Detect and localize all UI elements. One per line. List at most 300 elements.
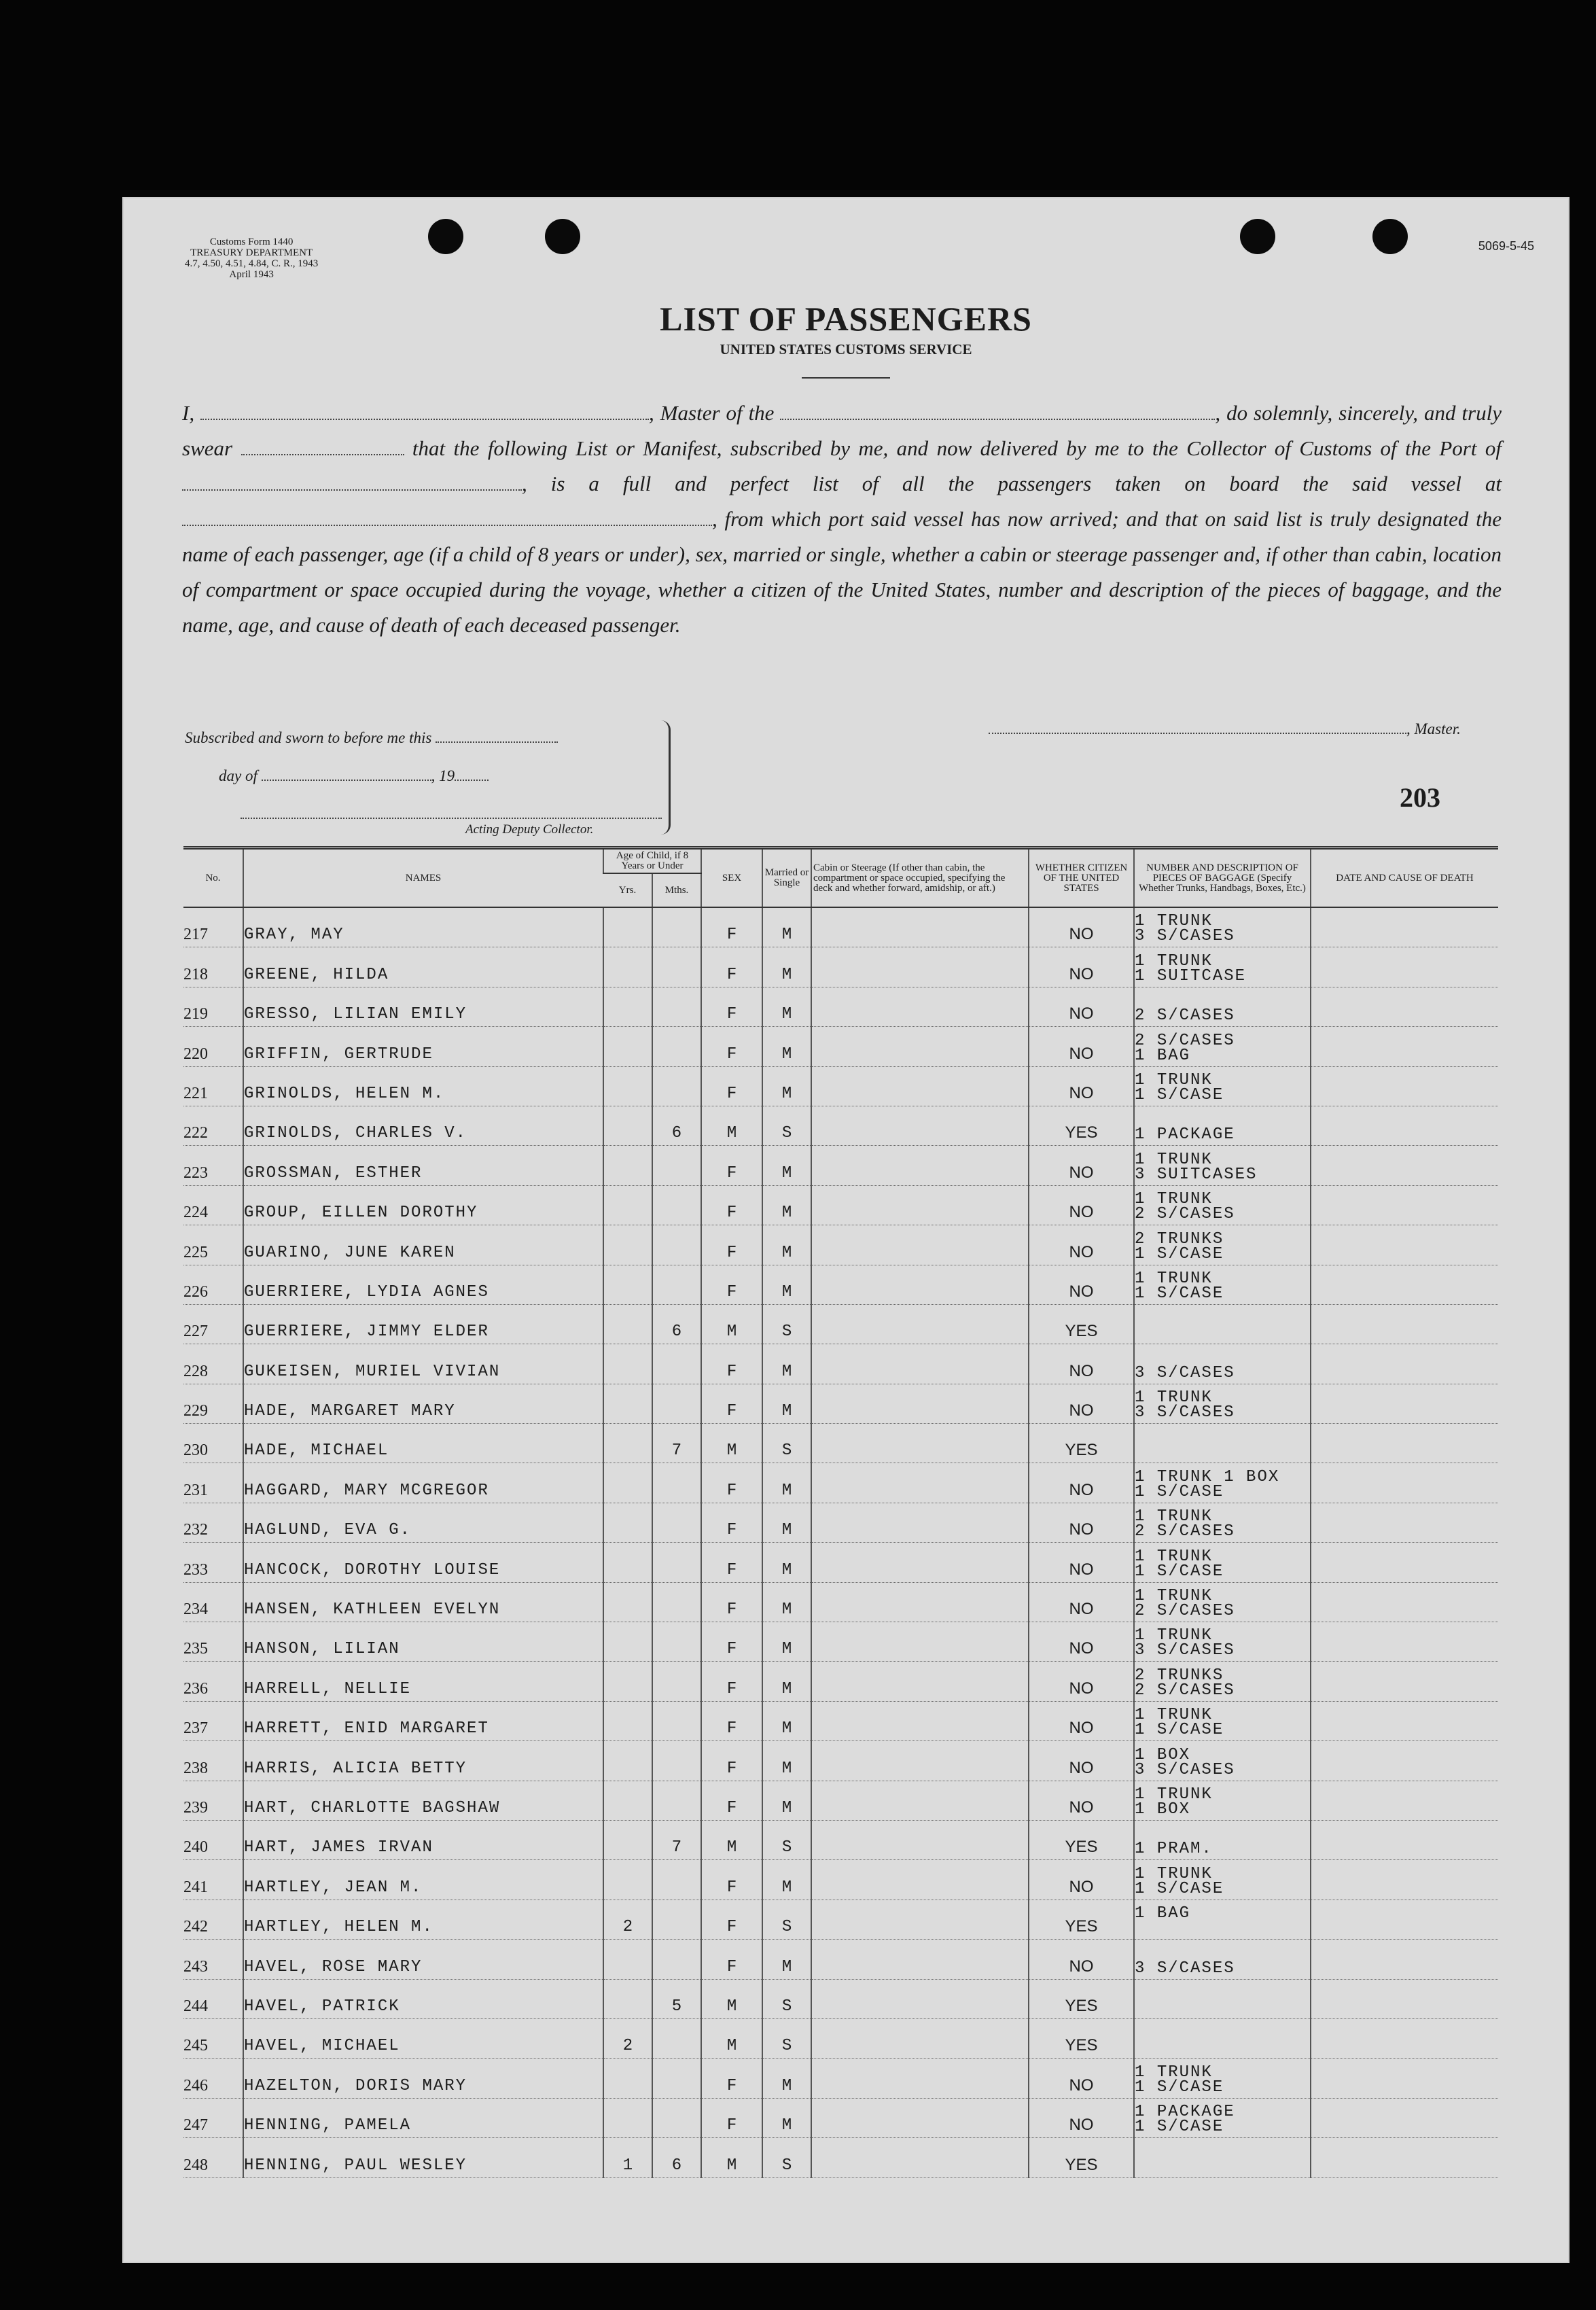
cabin-cell [811, 1781, 1029, 1820]
marital-status: S [762, 1979, 811, 2018]
age-months [652, 1027, 701, 1066]
col-baggage: NUMBER AND DESCRIPTION OF PIECES OF BAGGAGE (Specify Whether Trunks, Handbags, Boxes, Etc.) [1134, 848, 1311, 908]
sworn-block [185, 719, 660, 833]
age-months [652, 2098, 701, 2137]
baggage [1134, 1344, 1311, 1384]
baggage [1134, 1384, 1311, 1423]
sex: F [701, 1662, 762, 1701]
sex: M [701, 2138, 762, 2177]
baggage-line: 3 S/CASES [1135, 927, 1235, 946]
passenger-name: HARTLEY, JEAN M. [243, 1860, 603, 1900]
age-months [652, 1344, 701, 1384]
baggage-line: 1 S/CASE [1135, 1482, 1224, 1501]
passenger-number: 244 [183, 1979, 243, 2018]
baggage-line: 1 TRUNK [1135, 912, 1213, 931]
passenger-name: HENNING, PAUL WESLEY [243, 2138, 603, 2177]
sex: F [701, 1622, 762, 1662]
marital-status: M [762, 2098, 811, 2137]
death-cell [1311, 1027, 1498, 1066]
baggage-line: 1 TRUNK [1135, 2063, 1213, 2082]
death-cell [1311, 1106, 1498, 1145]
table-row [183, 1503, 1498, 1542]
table-row [183, 1662, 1498, 1701]
age-years [603, 1503, 652, 1542]
table-row [183, 1225, 1498, 1265]
passenger-name: GRINOLDS, HELEN M. [243, 1066, 603, 1106]
baggage-line: 1 S/CASE [1135, 1562, 1224, 1581]
cabin-cell [811, 1384, 1029, 1423]
death-cell [1311, 2059, 1498, 2098]
sworn-text: Subscribed and sworn to before me this [185, 729, 432, 746]
passenger-table [183, 846, 1498, 2178]
death-cell [1311, 1146, 1498, 1185]
age-months [652, 1940, 701, 1979]
sex: F [701, 1146, 762, 1185]
age-years: 1 [603, 2138, 652, 2177]
col-citizen: WHETHER CITIZEN OF THE UNITED STATES [1029, 848, 1134, 908]
baggage-line: 1 PACKAGE [1135, 2103, 1235, 2122]
citizen-status: NO [1029, 1384, 1134, 1423]
cabin-cell [811, 2018, 1029, 2058]
cabin-cell [811, 1344, 1029, 1384]
passenger-number: 228 [183, 1344, 243, 1384]
master-signature-line [989, 720, 1461, 738]
death-cell [1311, 2098, 1498, 2137]
passenger-name: GUERRIERE, JIMMY ELDER [243, 1304, 603, 1344]
age-years [603, 1701, 652, 1740]
form-date: April 1943 [229, 269, 274, 280]
passenger-name: HAVEL, ROSE MARY [243, 1940, 603, 1979]
cabin-cell [811, 1106, 1029, 1145]
baggage [1134, 1185, 1311, 1225]
passenger-number: 240 [183, 1820, 243, 1859]
passenger-name: HARRELL, NELLIE [243, 1662, 603, 1701]
passenger-number: 236 [183, 1662, 243, 1701]
marital-status: S [762, 1900, 811, 1939]
table-row [183, 1979, 1498, 2018]
passenger-name: GRINOLDS, CHARLES V. [243, 1106, 603, 1145]
marital-status: M [762, 1701, 811, 1740]
age-years [603, 1741, 652, 1781]
age-months: 6 [652, 1304, 701, 1344]
marital-status: M [762, 2059, 811, 2098]
baggage-line: 1 PACKAGE [1135, 1125, 1235, 1144]
table-row [183, 1940, 1498, 1979]
citizen-status: YES [1029, 1900, 1134, 1939]
form-serial: 5069-5-45 [1478, 239, 1534, 253]
citizen-status: NO [1029, 1066, 1134, 1106]
age-years [603, 1940, 652, 1979]
sex: F [701, 947, 762, 987]
age-months [652, 987, 701, 1026]
baggage [1134, 1225, 1311, 1265]
sex: F [701, 987, 762, 1026]
baggage-line: 1 TRUNK [1135, 1388, 1213, 1407]
cabin-cell [811, 2098, 1029, 2137]
baggage-line [1135, 2040, 1310, 2055]
cabin-cell [811, 947, 1029, 987]
death-cell [1311, 1225, 1498, 1265]
col-names: NAMES [243, 848, 603, 908]
sex: M [701, 1424, 762, 1463]
passenger-number: 226 [183, 1265, 243, 1304]
death-cell [1311, 1582, 1498, 1622]
citizen-status: YES [1029, 1820, 1134, 1859]
page-number: 203 [1400, 782, 1440, 813]
death-cell [1311, 1304, 1498, 1344]
age-years [603, 1066, 652, 1106]
marital-status: M [762, 1582, 811, 1622]
death-cell [1311, 1344, 1498, 1384]
passenger-name: HARRETT, ENID MARGARET [243, 1701, 603, 1740]
passenger-name: GRIFFIN, GERTRUDE [243, 1027, 603, 1066]
citizen-status: NO [1029, 1503, 1134, 1542]
passenger-number: 225 [183, 1225, 243, 1265]
baggage-line: 1 S/CASE [1135, 1244, 1224, 1263]
col-married: Married or Single [762, 848, 811, 908]
baggage [1134, 2059, 1311, 2098]
baggage [1134, 1979, 1311, 2018]
baggage-line: 1 TRUNK 1 BOX [1135, 1467, 1280, 1486]
baggage-line: 1 SUITCASE [1135, 966, 1247, 985]
cabin-cell [811, 1027, 1029, 1066]
age-years [603, 1820, 652, 1859]
marital-status: M [762, 1185, 811, 1225]
death-cell [1311, 1781, 1498, 1820]
baggage [1134, 987, 1311, 1026]
age-months [652, 1265, 701, 1304]
marital-status: S [762, 1304, 811, 1344]
age-months [652, 1662, 701, 1701]
table-row [183, 1622, 1498, 1662]
citizen-status: NO [1029, 947, 1134, 987]
citizen-status: NO [1029, 1027, 1134, 1066]
citizen-status: NO [1029, 2059, 1134, 2098]
punch-hole [428, 219, 463, 254]
passenger-number: 235 [183, 1622, 243, 1662]
passenger-name: HARRIS, ALICIA BETTY [243, 1741, 603, 1781]
table-row [183, 1463, 1498, 1503]
passenger-number: 231 [183, 1463, 243, 1503]
oath-text: I, [182, 401, 195, 425]
sex: M [701, 1106, 762, 1145]
citizen-status: NO [1029, 1344, 1134, 1384]
baggage-line: 2 TRUNKS [1135, 1229, 1224, 1248]
baggage-line: 3 S/CASES [1135, 1403, 1235, 1422]
col-age: Age of Child, if 8 Years or Under [603, 848, 701, 874]
age-months [652, 1185, 701, 1225]
citizen-status: YES [1029, 1106, 1134, 1145]
sex: F [701, 2059, 762, 2098]
age-months [652, 2018, 701, 2058]
age-years [603, 1543, 652, 1582]
death-cell [1311, 1820, 1498, 1859]
citizen-status: NO [1029, 1265, 1134, 1304]
passenger-name: HENNING, PAMELA [243, 2098, 603, 2137]
death-cell [1311, 1424, 1498, 1463]
passenger-name: HARTLEY, HELEN M. [243, 1900, 603, 1939]
baggage-line: 2 TRUNKS [1135, 1666, 1224, 1685]
baggage [1134, 1027, 1311, 1066]
age-months [652, 1503, 701, 1542]
passenger-number: 241 [183, 1860, 243, 1900]
table-row [183, 1185, 1498, 1225]
marital-status: S [762, 1424, 811, 1463]
citizen-status: NO [1029, 1701, 1134, 1740]
baggage [1134, 1582, 1311, 1622]
marital-status: S [762, 2018, 811, 2058]
cabin-cell [811, 1940, 1029, 1979]
cabin-cell [811, 1463, 1029, 1503]
oath-text: that the following List or Manifest, subscribed by me, and now delivered by me to the Collector of Customs of the Port of [412, 436, 1502, 460]
passenger-name: HAGLUND, EVA G. [243, 1503, 603, 1542]
sex: F [701, 1940, 762, 1979]
baggage-line: 1 BAG [1135, 1046, 1191, 1065]
baggage [1134, 1781, 1311, 1820]
passenger-name: HART, JAMES IRVAN [243, 1820, 603, 1859]
baggage [1134, 1741, 1311, 1781]
table-row [183, 1027, 1498, 1066]
baggage-line: 1 S/CASE [1135, 1879, 1224, 1898]
passenger-number: 230 [183, 1424, 243, 1463]
cabin-cell [811, 1146, 1029, 1185]
passenger-number: 227 [183, 1304, 243, 1344]
col-no: No. [183, 848, 243, 908]
passenger-number: 222 [183, 1106, 243, 1145]
brace [659, 720, 671, 835]
passenger-name: GROSSMAN, ESTHER [243, 1146, 603, 1185]
citizen-status: NO [1029, 1622, 1134, 1662]
sex: F [701, 1503, 762, 1542]
passenger-name: HAGGARD, MARY MCGREGOR [243, 1463, 603, 1503]
age-months [652, 1582, 701, 1622]
passenger-number: 242 [183, 1900, 243, 1939]
baggage-line: 2 S/CASES [1135, 1681, 1235, 1700]
baggage [1134, 1424, 1311, 1463]
age-months [652, 1900, 701, 1939]
table-row [183, 2059, 1498, 2098]
passenger-number: 223 [183, 1146, 243, 1185]
baggage-line: 1 S/CASE [1135, 2078, 1224, 2097]
baggage-line: 1 TRUNK [1135, 1785, 1213, 1804]
table-row [183, 1781, 1498, 1820]
punch-hole [1240, 219, 1275, 254]
marital-status: S [762, 1820, 811, 1859]
citizen-status: YES [1029, 1424, 1134, 1463]
marital-status: M [762, 1860, 811, 1900]
passenger-name: HART, CHARLOTTE BAGSHAW [243, 1781, 603, 1820]
passenger-name: GREENE, HILDA [243, 947, 603, 987]
sex: F [701, 1066, 762, 1106]
marital-status: S [762, 2138, 811, 2177]
sex: M [701, 2018, 762, 2058]
baggage [1134, 2138, 1311, 2177]
age-years [603, 1146, 652, 1185]
cabin-cell [811, 1185, 1029, 1225]
baggage [1134, 1622, 1311, 1662]
age-months [652, 1741, 701, 1781]
baggage [1134, 1940, 1311, 1979]
col-death: DATE AND CAUSE OF DEATH [1311, 848, 1498, 908]
baggage-line: 2 S/CASES [1135, 1602, 1235, 1621]
death-cell [1311, 1701, 1498, 1740]
passenger-name: GRESSO, LILIAN EMILY [243, 987, 603, 1026]
death-cell [1311, 1979, 1498, 2018]
age-months: 7 [652, 1424, 701, 1463]
baggage-line [1135, 2025, 1310, 2040]
sex: F [701, 1900, 762, 1939]
baggage-line [1135, 2001, 1310, 2016]
passenger-number: 243 [183, 1940, 243, 1979]
marital-status: M [762, 1066, 811, 1106]
cabin-cell [811, 907, 1029, 947]
marital-status: M [762, 1463, 811, 1503]
baggage [1134, 1106, 1311, 1145]
passenger-number: 220 [183, 1027, 243, 1066]
passenger-name: GUERRIERE, LYDIA AGNES [243, 1265, 603, 1304]
oath-text: , do solemnly, [1215, 401, 1333, 425]
cabin-cell [811, 1979, 1029, 2018]
age-years [603, 1424, 652, 1463]
sex: F [701, 2098, 762, 2137]
marital-status: M [762, 987, 811, 1026]
passenger-number: 219 [183, 987, 243, 1026]
marital-status: M [762, 907, 811, 947]
baggage-line: 1 S/CASE [1135, 2118, 1224, 2137]
deputy-signature-label: Acting Deputy Collector. [465, 822, 594, 837]
table-row [183, 1106, 1498, 1145]
death-cell [1311, 1741, 1498, 1781]
baggage-line: 1 TRUNK [1135, 1150, 1213, 1169]
marital-status: M [762, 1622, 811, 1662]
baggage-line: 1 TRUNK [1135, 1864, 1213, 1883]
baggage [1134, 1701, 1311, 1740]
sex: F [701, 1225, 762, 1265]
marital-status: M [762, 1543, 811, 1582]
punch-hole [1372, 219, 1408, 254]
marital-status: M [762, 1741, 811, 1781]
page-title: LIST OF PASSENGERS [660, 300, 1032, 338]
age-months [652, 1384, 701, 1423]
baggage-line: 1 BOX [1135, 1800, 1191, 1819]
citizen-status: NO [1029, 1860, 1134, 1900]
baggage-line: 1 TRUNK [1135, 1706, 1213, 1725]
age-years [603, 947, 652, 987]
sex: F [701, 1781, 762, 1820]
age-years [603, 2059, 652, 2098]
age-months [652, 907, 701, 947]
cabin-cell [811, 1304, 1029, 1344]
baggage [1134, 947, 1311, 987]
baggage [1134, 1066, 1311, 1106]
baggage-line: 1 S/CASE [1135, 1284, 1224, 1303]
baggage-line [1135, 2160, 1310, 2175]
sex: M [701, 1979, 762, 2018]
baggage-line: 1 TRUNK [1135, 1269, 1213, 1288]
table-row [183, 947, 1498, 987]
baggage [1134, 1265, 1311, 1304]
citizen-status: NO [1029, 2098, 1134, 2137]
passenger-number: 229 [183, 1384, 243, 1423]
baggage [1134, 1503, 1311, 1542]
baggage-line: 1 TRUNK [1135, 1070, 1213, 1089]
baggage-line: 1 S/CASE [1135, 1085, 1224, 1104]
age-months [652, 1543, 701, 1582]
manifest-page [122, 197, 1570, 2263]
baggage-line [1135, 1311, 1310, 1326]
citizen-status: NO [1029, 1582, 1134, 1622]
passenger-name: HADE, MARGARET MARY [243, 1384, 603, 1423]
cabin-cell [811, 1860, 1029, 1900]
punch-hole [545, 219, 580, 254]
citizen-status: NO [1029, 1662, 1134, 1701]
table-row [183, 907, 1498, 947]
baggage [1134, 2098, 1311, 2137]
age-years [603, 1304, 652, 1344]
form-department: TREASURY DEPARTMENT [190, 247, 313, 258]
passenger-name: HAVEL, MICHAEL [243, 2018, 603, 2058]
marital-status: M [762, 1265, 811, 1304]
baggage [1134, 1860, 1311, 1900]
baggage-line: 2 S/CASES [1135, 1205, 1235, 1224]
baggage-line: 3 SUITCASES [1135, 1165, 1258, 1184]
baggage-line [1135, 1445, 1310, 1460]
age-years [603, 1225, 652, 1265]
baggage-line: 1 PRAM. [1135, 1840, 1213, 1859]
baggage [1134, 1146, 1311, 1185]
table-row [183, 1820, 1498, 1859]
master-label: , Master. [1406, 720, 1461, 737]
form-regulations: 4.7, 4.50, 4.51, 4.84, C. R., 1943 [185, 258, 319, 269]
death-cell [1311, 1503, 1498, 1542]
passenger-name: HANSON, LILIAN [243, 1622, 603, 1662]
cabin-cell [811, 2138, 1029, 2177]
age-months [652, 1701, 701, 1740]
cabin-cell [811, 1066, 1029, 1106]
cabin-cell [811, 1622, 1029, 1662]
baggage-line: 2 S/CASES [1135, 1007, 1235, 1026]
table-row [183, 1543, 1498, 1582]
age-years [603, 1979, 652, 2018]
age-years [603, 1463, 652, 1503]
citizen-status: NO [1029, 1543, 1134, 1582]
sworn-year-label: , 19 [431, 767, 455, 784]
table-row [183, 2018, 1498, 2058]
citizen-status: NO [1029, 907, 1134, 947]
age-months: 5 [652, 1979, 701, 2018]
death-cell [1311, 2018, 1498, 2058]
death-cell [1311, 947, 1498, 987]
cabin-cell [811, 1503, 1029, 1542]
citizen-status: NO [1029, 987, 1134, 1026]
table-row [183, 987, 1498, 1026]
marital-status: M [762, 1344, 811, 1384]
baggage-line: 3 S/CASES [1135, 1959, 1235, 1978]
age-months: 7 [652, 1820, 701, 1859]
citizen-status: NO [1029, 1185, 1134, 1225]
age-years [603, 907, 652, 947]
age-years [603, 987, 652, 1026]
death-cell [1311, 987, 1498, 1026]
marital-status: S [762, 1106, 811, 1145]
cabin-cell [811, 1900, 1029, 1939]
cabin-cell [811, 1424, 1029, 1463]
citizen-status: YES [1029, 2018, 1134, 2058]
age-months [652, 1622, 701, 1662]
age-months [652, 1781, 701, 1820]
oath-text: sincerely, and truly swear [182, 401, 1502, 460]
baggage-line: 1 TRUNK [1135, 1507, 1213, 1526]
